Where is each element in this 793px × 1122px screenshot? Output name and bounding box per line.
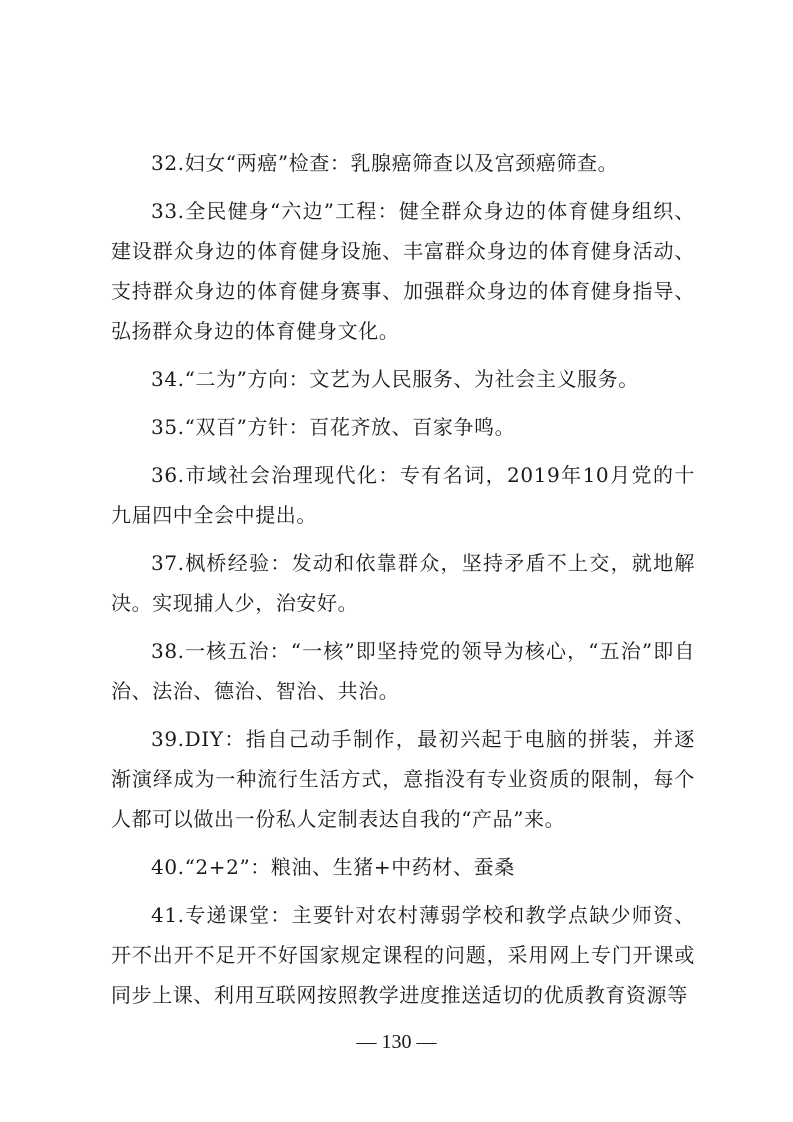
page-number: — 130 — <box>356 1031 437 1053</box>
paragraph-39: 39.DIY：指自己动手制作，最初兴起于电脑的拼装，并逐渐演绎成为一种流行生活方式，意指没有专业资质的限制，每个人都可以做出一份私人定制表达自我的“产品”来。 <box>111 727 695 831</box>
paragraph-36: 36.市域社会治理现代化：专有名词，2019年10月党的十九届四中全会中提出。 <box>111 463 695 527</box>
paragraph-40: 40.“2+2”：粮油、生猪+中药材、蚕桑 <box>151 855 515 879</box>
document-body <box>111 143 695 1023</box>
paragraph-35: 35.“双百”方针：百花齐放、百家争鸣。 <box>151 415 516 439</box>
paragraph-33: 33.全民健身“六边”工程：健全群众身边的体育健身组织、建设群众身边的体育健身设施、丰富群众身边的体育健身活动、支持群众身边的体育健身赛事、加强群众身边的体育健身指导、弘扬群众身边的体育健身文化。 <box>111 199 695 343</box>
paragraph-32: 32.妇女“两癌”检查：乳腺癌筛查以及宫颈癌筛查。 <box>151 151 619 175</box>
paragraph-38: 38.一核五治：“一核”即坚持党的领导为核心，“五治”即自治、法治、德治、智治、共治。 <box>111 639 695 703</box>
paragraph-41: 41.专递课堂：主要针对农村薄弱学校和教学点缺少师资、开不出开不足开不好国家规定课程的问题，采用网上专门开课或同步上课、利用互联网按照教学进度推送适切的优质教育资源等 <box>111 903 695 1007</box>
paragraph-34: 34.“二为”方向：文艺为人民服务、为社会主义服务。 <box>151 367 639 391</box>
paragraph-37: 37.枫桥经验：发动和依靠群众，坚持矛盾不上交，就地解决。实现捕人少，治安好。 <box>111 551 695 615</box>
